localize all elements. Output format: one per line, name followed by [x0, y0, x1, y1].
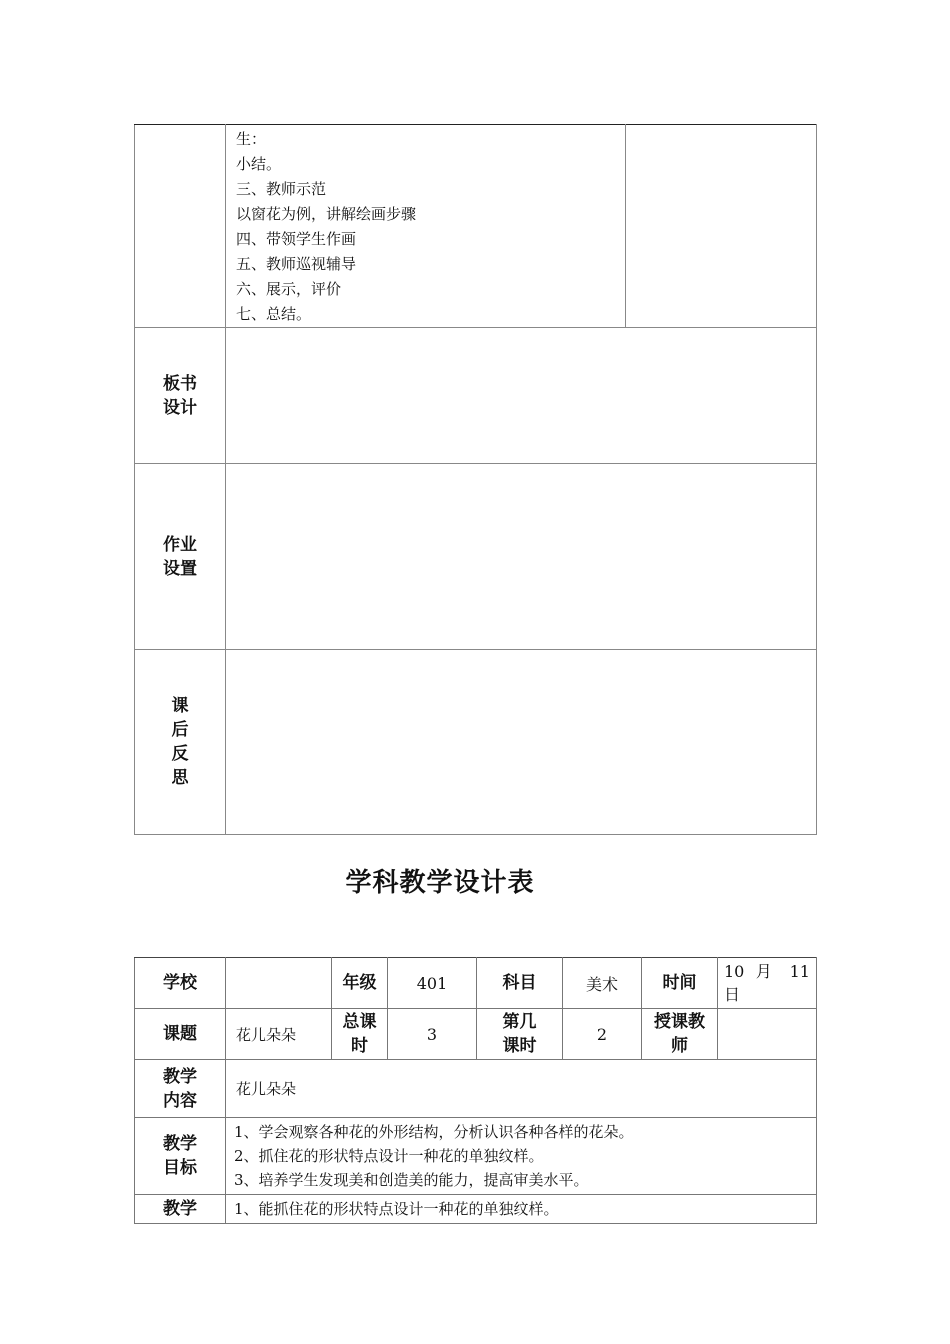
teaching-process-cell	[226, 125, 626, 328]
reflection-content	[226, 650, 817, 835]
subject-value: 美术	[563, 958, 642, 1009]
process-line: 小结。	[236, 155, 282, 173]
process-line: 四、带领学生作画	[236, 230, 357, 248]
grade-label: 年级	[332, 958, 388, 1009]
goal-item: 2、抓住花的形状特点设计一种花的单独纹样。	[234, 1147, 544, 1165]
notes-cell	[626, 125, 817, 328]
school-label: 学校	[135, 958, 226, 1009]
board-design-label: 板书 设计	[135, 328, 226, 464]
teaching-goals-row	[135, 1118, 817, 1195]
subject-label: 科目	[477, 958, 563, 1009]
time-label: 时间	[642, 958, 718, 1009]
teaching-goals-list	[226, 1118, 817, 1195]
board-design-row	[135, 328, 817, 464]
topic-label: 课题	[135, 1009, 226, 1060]
goal-item: 3、培养学生发现美和创造美的能力，提高审美水平。	[234, 1171, 589, 1189]
reflection-row	[135, 650, 817, 835]
empty-label-cell	[135, 125, 226, 328]
teaching-key-label: 教学	[135, 1195, 226, 1224]
school-value	[226, 958, 332, 1009]
info-row-1	[135, 958, 817, 1009]
reflection-label: 课 后 反 思	[135, 650, 226, 835]
goal-item: 1、学会观察各种花的外形结构，分析认识各种各样的花朵。	[234, 1123, 634, 1141]
teaching-goals-label: 教学 目标	[135, 1118, 226, 1195]
period-number-value: 2	[563, 1009, 642, 1060]
lesson-process-table	[134, 124, 817, 835]
info-row-2	[135, 1009, 817, 1060]
teaching-content-value: 花儿朵朵	[226, 1060, 817, 1118]
homework-row	[135, 464, 817, 650]
teacher-label: 授课教 师	[642, 1009, 718, 1060]
teaching-design-table	[134, 957, 817, 1224]
total-periods-label: 总课 时	[332, 1009, 388, 1060]
process-line: 七、总结。	[236, 305, 312, 323]
process-line: 六、展示，评价	[236, 280, 342, 298]
process-line: 以窗花为例，讲解绘画步骤	[236, 205, 417, 223]
process-line: 三、教师示范	[236, 180, 327, 198]
period-number-label: 第几 课时	[477, 1009, 563, 1060]
teaching-content-row	[135, 1060, 817, 1118]
teaching-key-value: 1、能抓住花的形状特点设计一种花的单独纹样。	[226, 1195, 817, 1224]
grade-value: 401	[388, 958, 477, 1009]
teaching-content-label: 教学 内容	[135, 1060, 226, 1118]
board-design-content	[226, 328, 817, 464]
document-title: 学科教学设计表	[345, 868, 535, 898]
homework-content	[226, 464, 817, 650]
time-value: 10 月 11 日	[718, 958, 817, 1009]
process-line: 五、教师巡视辅导	[236, 255, 357, 273]
teacher-value	[718, 1009, 817, 1060]
process-line: 生：	[236, 130, 267, 148]
homework-label: 作业 设置	[135, 464, 226, 650]
total-periods-value: 3	[388, 1009, 477, 1060]
topic-value: 花儿朵朵	[226, 1009, 332, 1060]
teaching-key-row	[135, 1195, 817, 1224]
